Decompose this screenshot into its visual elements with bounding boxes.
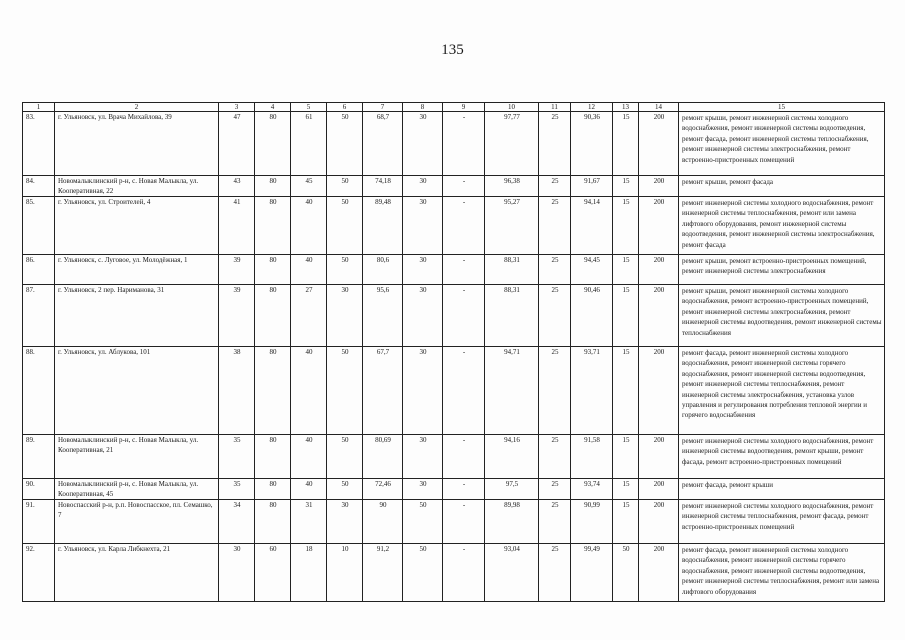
row-number: 84.: [23, 176, 55, 197]
column-header: 5: [291, 103, 327, 112]
value-cell: 27: [291, 285, 327, 347]
value-cell: 15: [613, 347, 639, 435]
table-row: [23, 544, 885, 602]
value-cell: 31: [291, 500, 327, 544]
value-cell: 200: [639, 112, 679, 176]
column-header: 2: [55, 103, 219, 112]
value-cell: 200: [639, 544, 679, 602]
value-cell: 94,71: [485, 347, 539, 435]
value-cell: 91,67: [571, 176, 613, 197]
column-header: 14: [639, 103, 679, 112]
value-cell: 93,74: [571, 479, 613, 500]
column-header: 9: [443, 103, 485, 112]
value-cell: 25: [539, 255, 571, 285]
works-cell: ремонт фасада, ремонт крыши: [679, 479, 885, 500]
value-cell: 15: [613, 197, 639, 255]
value-cell: 30: [403, 285, 443, 347]
value-cell: 89,48: [363, 197, 403, 255]
value-cell: 18: [291, 544, 327, 602]
value-cell: 80: [255, 347, 291, 435]
value-cell: 80: [255, 255, 291, 285]
value-cell: 50: [327, 176, 363, 197]
value-cell: 39: [219, 255, 255, 285]
value-cell: 88,31: [485, 285, 539, 347]
value-cell: 25: [539, 285, 571, 347]
value-cell: 35: [219, 479, 255, 500]
table-row: [23, 197, 885, 255]
column-header: 7: [363, 103, 403, 112]
address-cell: г. Ульяновск, ул. Карла Либкнехта, 21: [55, 544, 219, 602]
value-cell: 80: [255, 285, 291, 347]
value-cell: 80,69: [363, 435, 403, 479]
value-cell: 40: [291, 255, 327, 285]
value-cell: 45: [291, 176, 327, 197]
value-cell: 93,04: [485, 544, 539, 602]
table-row: [23, 435, 885, 479]
value-cell: 15: [613, 479, 639, 500]
value-cell: 30: [403, 112, 443, 176]
value-cell: 94,45: [571, 255, 613, 285]
value-cell: 200: [639, 285, 679, 347]
address-cell: г. Ульяновск, 2 пер. Нариманова, 31: [55, 285, 219, 347]
value-cell: 30: [327, 285, 363, 347]
value-cell: 15: [613, 285, 639, 347]
row-number: 85.: [23, 197, 55, 255]
address-cell: Новоспасский р-н, р.п. Новоспасское, пл. Семашко, 7: [55, 500, 219, 544]
column-header: 8: [403, 103, 443, 112]
capital-repair-table: [22, 102, 885, 602]
value-cell: 50: [327, 347, 363, 435]
address-cell: г. Ульяновск, ул. Аблукова, 101: [55, 347, 219, 435]
value-cell: 200: [639, 197, 679, 255]
value-cell: 25: [539, 544, 571, 602]
value-cell: 50: [327, 255, 363, 285]
value-cell: 80,6: [363, 255, 403, 285]
value-cell: 90: [363, 500, 403, 544]
column-header: 3: [219, 103, 255, 112]
value-cell: 94,14: [571, 197, 613, 255]
value-cell: 91,2: [363, 544, 403, 602]
row-number: 86.: [23, 255, 55, 285]
value-cell: 60: [255, 544, 291, 602]
value-cell: 30: [219, 544, 255, 602]
value-cell: 88,31: [485, 255, 539, 285]
value-cell: 15: [613, 176, 639, 197]
value-cell: 50: [403, 544, 443, 602]
value-cell: 99,49: [571, 544, 613, 602]
value-cell: 25: [539, 176, 571, 197]
column-header: 12: [571, 103, 613, 112]
value-cell: 50: [613, 544, 639, 602]
value-cell: 50: [327, 479, 363, 500]
value-cell: 41: [219, 197, 255, 255]
value-cell: -: [443, 255, 485, 285]
column-header: 10: [485, 103, 539, 112]
works-cell: ремонт крыши, ремонт инженерной системы холодного водоснабжения, ремонт инженерной системы водоотведения, ремонт фасада, ремонт инженерной системы теплоснабжения, ремонт инженерной системы электроснабжения, ремонт встроенно-пристроенных помещений: [679, 112, 885, 176]
value-cell: -: [443, 500, 485, 544]
value-cell: 97,77: [485, 112, 539, 176]
column-header: 11: [539, 103, 571, 112]
value-cell: -: [443, 544, 485, 602]
header-row: [23, 103, 885, 112]
row-number: 87.: [23, 285, 55, 347]
column-header: 4: [255, 103, 291, 112]
works-cell: ремонт крыши, ремонт фасада: [679, 176, 885, 197]
value-cell: 80: [255, 197, 291, 255]
works-cell: ремонт фасада, ремонт инженерной системы холодного водоснабжения, ремонт инженерной системы горячего водоснабжения, ремонт инженерной системы водоотведения, ремонт инженерной системы теплоснабжения, ремонт инженерной системы электроснабжения, установка узлов управления и регулирования потребления тепловой энергии и горячего водоснабжения: [679, 347, 885, 435]
value-cell: 90,46: [571, 285, 613, 347]
value-cell: 10: [327, 544, 363, 602]
value-cell: 94,16: [485, 435, 539, 479]
works-cell: ремонт фасада, ремонт инженерной системы холодного водоснабжения, ремонт инженерной системы горячего водоснабжения, ремонт инженерной системы водоотведения, ремонт инженерной системы теплоснабжения, ремонт или замена лифтового оборудования: [679, 544, 885, 602]
address-cell: Новомалыклинский р-н, с. Новая Малыкла, ул. Кооперативная, 22: [55, 176, 219, 197]
value-cell: 68,7: [363, 112, 403, 176]
value-cell: 96,38: [485, 176, 539, 197]
value-cell: 40: [291, 479, 327, 500]
address-cell: г. Ульяновск, с. Луговое, ул. Молодёжная, 1: [55, 255, 219, 285]
value-cell: 200: [639, 255, 679, 285]
value-cell: 80: [255, 176, 291, 197]
value-cell: 39: [219, 285, 255, 347]
value-cell: 91,58: [571, 435, 613, 479]
value-cell: 89,98: [485, 500, 539, 544]
value-cell: -: [443, 285, 485, 347]
value-cell: 200: [639, 347, 679, 435]
value-cell: 40: [291, 347, 327, 435]
column-header: 13: [613, 103, 639, 112]
row-number: 91.: [23, 500, 55, 544]
value-cell: 25: [539, 347, 571, 435]
address-cell: г. Ульяновск, ул. Строителей, 4: [55, 197, 219, 255]
table-row: [23, 479, 885, 500]
value-cell: -: [443, 347, 485, 435]
value-cell: 30: [403, 435, 443, 479]
table-row: [23, 112, 885, 176]
value-cell: 34: [219, 500, 255, 544]
address-cell: Новомалыклинский р-н, с. Новая Малыкла, ул. Кооперативная, 45: [55, 479, 219, 500]
value-cell: 25: [539, 112, 571, 176]
row-number: 89.: [23, 435, 55, 479]
value-cell: 15: [613, 255, 639, 285]
row-number: 90.: [23, 479, 55, 500]
works-cell: ремонт инженерной системы холодного водоснабжения, ремонт инженерной системы теплоснабжения, ремонт или замена лифтового оборудования, ремонт инженерной системы водоотведения, ремонт инженерной системы электроснабжения, ремонт фасада: [679, 197, 885, 255]
value-cell: -: [443, 435, 485, 479]
table-row: [23, 285, 885, 347]
value-cell: 72,46: [363, 479, 403, 500]
value-cell: 35: [219, 435, 255, 479]
page-number: 135: [441, 42, 464, 58]
value-cell: 200: [639, 500, 679, 544]
value-cell: -: [443, 176, 485, 197]
value-cell: 30: [327, 500, 363, 544]
value-cell: 200: [639, 176, 679, 197]
value-cell: 90,99: [571, 500, 613, 544]
value-cell: 50: [327, 435, 363, 479]
value-cell: 43: [219, 176, 255, 197]
works-cell: ремонт крыши, ремонт инженерной системы холодного водоснабжения, ремонт встроенно-пристроенных помещений, ремонт инженерной системы электроснабжения, ремонт инженерной системы водоотведения, ремонт инженерной системы теплоснабжения: [679, 285, 885, 347]
value-cell: 25: [539, 197, 571, 255]
value-cell: 74,18: [363, 176, 403, 197]
value-cell: 47: [219, 112, 255, 176]
works-cell: ремонт инженерной системы холодного водоснабжения, ремонт инженерной системы водоотведения, ремонт крыши, ремонт фасада, ремонт встроенно-пристроенных помещений: [679, 435, 885, 479]
table-row: [23, 255, 885, 285]
value-cell: 95,6: [363, 285, 403, 347]
value-cell: 50: [327, 197, 363, 255]
value-cell: 97,5: [485, 479, 539, 500]
value-cell: 95,27: [485, 197, 539, 255]
value-cell: 200: [639, 435, 679, 479]
column-header: 6: [327, 103, 363, 112]
value-cell: 30: [403, 255, 443, 285]
value-cell: 30: [403, 176, 443, 197]
value-cell: 93,71: [571, 347, 613, 435]
table-row: [23, 176, 885, 197]
value-cell: 80: [255, 479, 291, 500]
value-cell: 200: [639, 479, 679, 500]
value-cell: -: [443, 197, 485, 255]
value-cell: 25: [539, 435, 571, 479]
value-cell: -: [443, 479, 485, 500]
value-cell: 40: [291, 435, 327, 479]
row-number: 88.: [23, 347, 55, 435]
address-cell: Новомалыклинский р-н, с. Новая Малыкла, ул. Кооперативная, 21: [55, 435, 219, 479]
row-number: 92.: [23, 544, 55, 602]
value-cell: 25: [539, 479, 571, 500]
value-cell: -: [443, 112, 485, 176]
value-cell: 67,7: [363, 347, 403, 435]
value-cell: 15: [613, 112, 639, 176]
value-cell: 30: [403, 197, 443, 255]
value-cell: 80: [255, 112, 291, 176]
works-cell: ремонт крыши, ремонт встроенно-пристроенных помещений, ремонт инженерной системы электроснабжения: [679, 255, 885, 285]
table-body: [23, 103, 885, 602]
value-cell: 38: [219, 347, 255, 435]
value-cell: 40: [291, 197, 327, 255]
value-cell: 50: [327, 112, 363, 176]
value-cell: 61: [291, 112, 327, 176]
value-cell: 15: [613, 435, 639, 479]
value-cell: 90,36: [571, 112, 613, 176]
table-row: [23, 500, 885, 544]
row-number: 83.: [23, 112, 55, 176]
value-cell: 15: [613, 500, 639, 544]
column-header: 15: [679, 103, 885, 112]
value-cell: 30: [403, 479, 443, 500]
value-cell: 80: [255, 500, 291, 544]
value-cell: 25: [539, 500, 571, 544]
column-header: 1: [23, 103, 55, 112]
works-cell: ремонт инженерной системы холодного водоснабжения, ремонт инженерной системы теплоснабжения, ремонт фасада, ремонт встроенно-пристроенных помещений: [679, 500, 885, 544]
value-cell: 30: [403, 347, 443, 435]
table-row: [23, 347, 885, 435]
address-cell: г. Ульяновск, ул. Врача Михайлова, 39: [55, 112, 219, 176]
value-cell: 80: [255, 435, 291, 479]
value-cell: 50: [403, 500, 443, 544]
